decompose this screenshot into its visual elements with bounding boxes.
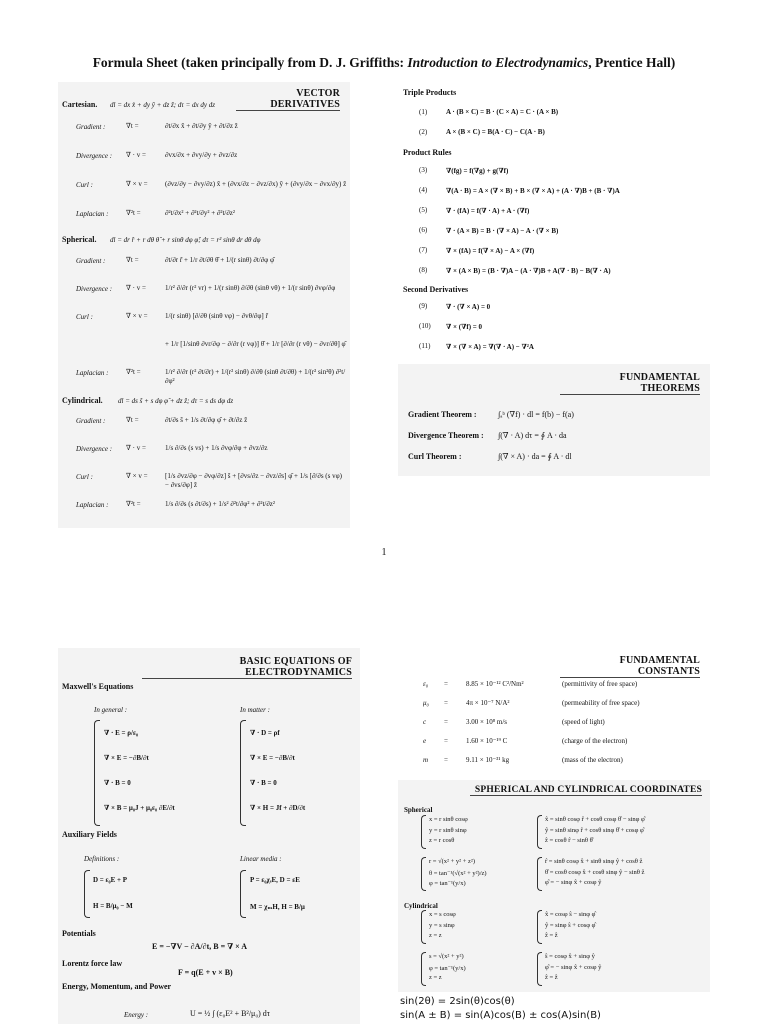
- coord-cyl-units-line: x̂ = cosφ ŝ − sinφ φ̂: [545, 911, 596, 918]
- constant-description: (speed of light): [562, 718, 605, 726]
- basic-equations-heading: BASIC EQUATIONS OF ELECTRODYNAMICS: [142, 656, 352, 679]
- vector-derivatives-heading: VECTOR DERIVATIVES: [236, 88, 340, 111]
- constant-equals: =: [444, 756, 448, 764]
- potentials-heading: Potentials: [62, 929, 96, 938]
- vd-cartesian-lhs: ∇²t =: [126, 209, 141, 217]
- coord-cyl-xyz-line: z = z: [429, 932, 442, 939]
- identity-equation: ∇ × (A × B) = (B · ∇)A − (A · ∇)B + A(∇ · B) − B(∇ · A): [446, 267, 611, 275]
- constant-symbol: c: [423, 718, 427, 726]
- definition-eq: D = ε₀E + P: [93, 876, 128, 884]
- constant-description: (permittivity of free space): [562, 680, 638, 688]
- linear-media-eq: P = ε₀χₑE, D = εE: [250, 876, 300, 884]
- theorem-equation: ∫(∇ × A) · da = ∮ A · dl: [498, 452, 572, 461]
- vd-spherical-name: Divergence :: [76, 285, 113, 293]
- sph-xyz-brace: [421, 815, 426, 849]
- maxwell-matter-eq: ∇ · D = ρf: [250, 729, 280, 737]
- aux-fields-heading: Auxiliary Fields: [62, 830, 117, 839]
- constant-value: 8.85 × 10⁻¹² C²/Nm²: [466, 680, 524, 688]
- vd-cartesian-rhs: ∂vx/∂x + ∂vy/∂y + ∂vz/∂z: [165, 151, 238, 159]
- identity-number: (10): [419, 322, 431, 330]
- vd-spherical-lhs: ∇ × v =: [126, 312, 148, 320]
- constant-equals: =: [444, 699, 448, 707]
- general-brace: [94, 720, 100, 826]
- constant-symbol: ε₀: [423, 680, 429, 688]
- vd-cartesian-lhs: ∇ × v =: [126, 180, 148, 188]
- identity-equation: ∇ · (fA) = f(∇ · A) + A · (∇f): [446, 207, 530, 215]
- title-book: Introduction to Electrodynamics: [407, 55, 589, 70]
- identity-equation: ∇ × (fA) = f(∇ × A) − A × (∇f): [446, 247, 535, 255]
- constant-value: 3.00 × 10⁸ m/s: [466, 718, 508, 726]
- coord-cyl-inv-units-line: ŝ = cosφ x̂ + sinφ ŷ: [545, 953, 595, 960]
- sph-inv-brace: [421, 857, 426, 891]
- maxwell-general-eq: ∇ · B = 0: [104, 779, 131, 787]
- product-rules-heading: Product Rules: [403, 148, 452, 157]
- sph-units-brace: [537, 815, 542, 849]
- energy-label: Energy :: [124, 1011, 149, 1019]
- vd-cylindrical-rhs: ∂t/∂s ŝ + 1/s ∂t/∂φ φ̂ + ∂t/∂z ẑ: [165, 416, 248, 424]
- trig-note-double-angle: sin(2θ) = 2sin(θ)cos(θ): [400, 996, 515, 1007]
- energy-eq: U = ½ ∫ (ε₀E² + B²/μ₀) dτ: [190, 1009, 271, 1018]
- coord-cyl-inv-units-line: ẑ = ẑ: [545, 974, 558, 981]
- constant-value: 4π × 10⁻⁷ N/A²: [466, 699, 510, 707]
- title-prefix: Formula Sheet (taken principally from D. J. Griffiths:: [92, 55, 408, 70]
- coord-cyl-xyz-line: y = s sinφ: [429, 921, 455, 929]
- cartesian-element: dl = dx x̂ + dy ŷ + dz ẑ; dτ = dx dy dz: [110, 101, 215, 109]
- spherical-element: dl = dr r̂ + r dθ θ̂ + r sinθ dφ φ̂; dτ = r² sinθ dr dθ dφ: [110, 236, 261, 244]
- coord-sph-inv-units-line: r̂ = sinθ cosφ x̂ + sinθ sinφ ŷ + cosθ ẑ: [545, 858, 643, 865]
- identity-equation: ∇ · (∇ × A) = 0: [446, 303, 491, 311]
- identity-number: (6): [419, 226, 428, 234]
- sph-inv-units-brace: [537, 857, 542, 891]
- title-suffix: , Prentice Hall): [588, 55, 676, 70]
- identity-equation: ∇ × (∇f) = 0: [446, 323, 483, 331]
- in-general-label: In general :: [94, 706, 128, 714]
- maxwell-matter-eq: ∇ · B = 0: [250, 779, 277, 787]
- identity-number: (3): [419, 166, 428, 174]
- defs-brace: [84, 870, 90, 918]
- theorem-name: Divergence Theorem :: [408, 431, 484, 440]
- coord-sph-xyz-line: y = r sinθ sinφ: [429, 826, 467, 834]
- in-matter-label: In matter :: [240, 706, 270, 714]
- coord-cyl-units-line: ŷ = sinφ ŝ + cosφ φ̂: [545, 921, 596, 929]
- constant-equals: =: [444, 718, 448, 726]
- identity-number: (8): [419, 266, 428, 274]
- identity-equation: ∇ × (∇ × A) = ∇(∇ · A) − ∇²A: [446, 343, 534, 351]
- lorentz-heading: Lorentz force law: [62, 959, 123, 968]
- triple-products-heading: Triple Products: [403, 88, 457, 97]
- vd-cylindrical-lhs: ∇t =: [126, 416, 139, 424]
- linear-media-eq: M = χₘH, H = B/μ: [250, 903, 305, 911]
- constant-value: 1.60 × 10⁻¹⁹ C: [466, 737, 508, 745]
- cylindrical-element: dl = ds ŝ + s dφ φ̂ + dz ẑ; dτ = s ds dφ dz: [118, 397, 234, 405]
- theorem-equation: ∫(∇ · A) dτ = ∮ A · da: [498, 431, 567, 440]
- cyl-inv-brace: [421, 952, 426, 986]
- coord-sph-inv-line: θ = tan⁻¹(√(x² + y²)/z): [429, 869, 487, 877]
- constant-equals: =: [444, 737, 448, 745]
- spherical-label: Spherical.: [62, 235, 97, 244]
- vd-spherical-lhs: ∇t =: [126, 256, 139, 264]
- coord-sph-units-line: x̂ = sinθ cosφ r̂ + cosθ cosφ θ̂ − sinφ φ̂: [545, 816, 645, 823]
- identity-number: (11): [419, 342, 431, 350]
- vd-cartesian-name: Gradient :: [76, 123, 106, 131]
- vd-spherical-rhs: ∂t/∂r r̂ + 1/r ∂t/∂θ θ̂ + 1/(r sinθ) ∂t/∂φ φ̂: [165, 256, 275, 264]
- constant-description: (permeability of free space): [562, 699, 640, 707]
- lorentz-eq: F = q(E + v × B): [178, 968, 233, 977]
- coord-sph-xyz-line: z = r cosθ: [429, 837, 455, 844]
- identity-equation: A × (B × C) = B(A · C) − C(A · B): [446, 128, 545, 136]
- vd-cartesian-name: Divergence :: [76, 152, 113, 160]
- coord-sph-units-line: ẑ = cosθ r̂ − sinθ θ̂: [545, 837, 593, 844]
- cyl-xyz-brace: [421, 910, 426, 944]
- identity-number: (7): [419, 246, 428, 254]
- potentials-eq: E = −∇V − ∂A/∂t, B = ∇ × A: [152, 942, 248, 951]
- vd-cartesian-rhs: ∂²t/∂x² + ∂²t/∂y² + ∂²t/∂z²: [165, 209, 236, 217]
- coord-sph-inv-line: φ = tan⁻¹(y/x): [429, 880, 466, 887]
- vd-cartesian-lhs: ∇ · v =: [126, 151, 146, 159]
- vd-cylindrical-rhs: 1/s ∂/∂s (s ∂t/∂s) + 1/s² ∂²t/∂φ² + ∂²t/∂z²: [165, 500, 275, 508]
- vd-spherical-rhs: 1/(r sinθ) [∂/∂θ (sinθ vφ) − ∂vθ/∂φ] r̂: [165, 312, 268, 320]
- linear-brace: [240, 870, 246, 918]
- second-derivatives-heading: Second Derivatives: [403, 285, 469, 294]
- maxwell-general-eq: ∇ × B = μ₀J + μ₀ε₀ ∂E/∂t: [104, 804, 175, 812]
- coord-cyl-inv-units-line: φ̂ = − sinφ x̂ + cosφ ŷ: [545, 963, 602, 971]
- cartesian-label: Cartesian.: [62, 100, 98, 109]
- coord-cyl-inv-line: s = √(x² + y²): [429, 953, 464, 960]
- coord-spherical-label: Spherical: [404, 806, 433, 814]
- coord-cyl-inv-line: z = z: [429, 974, 442, 981]
- identity-equation: A · (B × C) = B · (C × A) = C · (A × B): [446, 108, 559, 116]
- fundamental-theorems-heading: FUNDAMENTAL THEOREMS: [560, 372, 700, 395]
- vd-cylindrical-rhs: [1/s ∂vz/∂φ − ∂vφ/∂z] ŝ + [∂vs/∂z − ∂vz/∂s] φ̂ + 1/s [∂/∂s (s vφ) − ∂vs/∂φ] ẑ: [165, 472, 342, 489]
- vd-cylindrical-name: Laplacian :: [76, 501, 109, 509]
- theorem-name: Curl Theorem :: [408, 452, 462, 461]
- constant-description: (charge of the electron): [562, 737, 628, 745]
- vd-spherical-rhs: + 1/r [1/sinθ ∂vr/∂φ − ∂/∂r (r vφ)] θ̂ + 1/r [∂/∂r (r vθ) − ∂vr/∂θ] φ̂: [165, 340, 346, 348]
- constant-symbol: m: [423, 756, 429, 764]
- matter-brace: [240, 720, 246, 826]
- vd-spherical-name: Gradient :: [76, 257, 106, 265]
- vd-spherical-lhs: ∇ · v =: [126, 284, 146, 292]
- coord-cyl-xyz-line: x = s cosφ: [429, 911, 456, 918]
- constant-value: 9.11 × 10⁻³¹ kg: [466, 756, 510, 764]
- coord-cyl-units-line: ẑ = ẑ: [545, 932, 558, 939]
- page-number: 1: [381, 547, 387, 558]
- identity-number: (2): [419, 128, 428, 136]
- coord-cyl-inv-line: φ = tan⁻¹(y/x): [429, 964, 466, 972]
- maxwell-heading: Maxwell's Equations: [62, 682, 134, 691]
- identity-number: (5): [419, 206, 428, 214]
- energy-heading: Energy, Momentum, and Power: [62, 982, 172, 991]
- maxwell-matter-eq: ∇ × H = Jf + ∂D/∂t: [250, 804, 306, 812]
- vd-spherical-name: Laplacian :: [76, 369, 109, 377]
- theorem-name: Gradient Theorem :: [408, 410, 477, 419]
- constants-heading: FUNDAMENTAL CONSTANTS: [560, 655, 700, 678]
- vd-cylindrical-lhs: ∇ · v =: [126, 444, 146, 452]
- vd-cartesian-name: Laplacian :: [76, 210, 109, 218]
- vd-cylindrical-name: Gradient :: [76, 417, 106, 425]
- trig-note-angle-sum: sin(A ± B) = sin(A)cos(B) ± cos(A)sin(B): [400, 1010, 601, 1021]
- maxwell-matter-eq: ∇ × E = −∂B/∂t: [250, 754, 295, 762]
- cylindrical-label: Cylindrical.: [62, 396, 103, 405]
- coord-sph-inv-units-line: φ̂ = − sinφ x̂ + cosφ ŷ: [545, 879, 602, 886]
- coord-sph-xyz-line: x = r sinθ cosφ: [429, 816, 468, 823]
- vd-cylindrical-lhs: ∇²t =: [126, 500, 141, 508]
- linear-media-label: Linear media :: [240, 855, 282, 863]
- vd-cylindrical-name: Curl :: [76, 473, 93, 481]
- constant-symbol: μ₀: [423, 699, 429, 707]
- vd-cylindrical-name: Divergence :: [76, 445, 113, 453]
- vd-cartesian-rhs: (∂vz/∂y − ∂vy/∂z) x̂ + (∂vx/∂z − ∂vz/∂x) ŷ + (∂vy/∂x − ∂vx/∂y) ẑ: [165, 180, 347, 188]
- constant-description: (mass of the electron): [562, 756, 623, 764]
- vd-spherical-name: Curl :: [76, 313, 93, 321]
- vd-spherical-rhs: 1/r² ∂/∂r (r² ∂t/∂r) + 1/(r² sinθ) ∂/∂θ (sinθ ∂t/∂θ) + 1/(r² sin²θ) ∂²t/∂φ²: [165, 368, 346, 385]
- vd-cylindrical-lhs: ∇ × v =: [126, 472, 148, 480]
- cyl-units-brace: [537, 910, 542, 944]
- identity-equation: ∇(fg) = f(∇g) + g(∇f): [446, 167, 509, 175]
- theorem-equation: ∫ₐᵇ (∇f) · dl = f(b) − f(a): [498, 410, 574, 419]
- maxwell-general-eq: ∇ · E = ρ/ε₀: [104, 729, 139, 737]
- identity-number: (1): [419, 108, 428, 116]
- identity-equation: ∇ · (A × B) = B · (∇ × A) − A · (∇ × B): [446, 227, 559, 235]
- vd-cartesian-lhs: ∇t =: [126, 122, 139, 130]
- maxwell-general-eq: ∇ × E = −∂B/∂t: [104, 754, 149, 762]
- constant-symbol: e: [423, 737, 427, 745]
- cyl-inv-units-brace: [537, 952, 542, 986]
- vd-spherical-lhs: ∇²t =: [126, 368, 141, 376]
- definition-eq: H = B/μ₀ − M: [93, 902, 133, 910]
- vd-cartesian-rhs: ∂t/∂x x̂ + ∂t/∂y ŷ + ∂t/∂z ẑ: [165, 122, 238, 130]
- coordinates-heading: SPHERICAL AND CYLINDRICAL COORDINATES: [470, 785, 702, 796]
- coord-sph-inv-units-line: θ̂ = cosθ cosφ x̂ + cosθ sinφ ŷ − sinθ ẑ: [545, 868, 645, 876]
- coord-sph-inv-line: r = √(x² + y² + z²): [429, 858, 476, 865]
- page-title: [0, 55, 768, 71]
- identity-number: (9): [419, 302, 428, 310]
- vector-derivatives-panel: [58, 82, 350, 528]
- vd-cylindrical-rhs: 1/s ∂/∂s (s vs) + 1/s ∂vφ/∂φ + ∂vz/∂z: [165, 444, 268, 452]
- coord-sph-units-line: ŷ = sinθ sinφ r̂ + cosθ sinφ θ̂ + cosφ φ̂: [545, 826, 644, 834]
- constant-equals: =: [444, 680, 448, 688]
- identity-equation: ∇(A · B) = A × (∇ × B) + B × (∇ × A) + (A · ∇)B + (B · ∇)A: [446, 187, 620, 195]
- definitions-label: Definitions :: [84, 855, 120, 863]
- coord-cylindrical-label: Cylindrical: [404, 902, 438, 910]
- vd-spherical-rhs: 1/r² ∂/∂r (r² vr) + 1/(r sinθ) ∂/∂θ (sinθ vθ) + 1/(r sinθ) ∂vφ/∂φ: [165, 284, 336, 292]
- identity-number: (4): [419, 186, 428, 194]
- vd-cartesian-name: Curl :: [76, 181, 93, 189]
